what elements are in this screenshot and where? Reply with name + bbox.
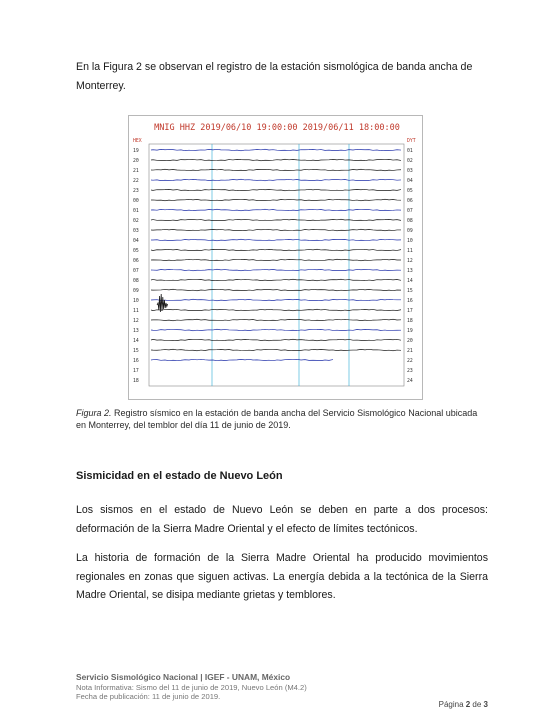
- left-unit-label: HEX: [133, 139, 142, 144]
- seismic-trace: [151, 339, 401, 340]
- seismic-trace: [151, 199, 401, 200]
- seismogram-header: MNIG HHZ 2019/06/10 19:00:00 2019/06/11 18:00:00: [154, 123, 400, 133]
- left-hour-label: 12: [133, 318, 139, 324]
- right-hour-label: 19: [407, 328, 413, 334]
- left-hour-label: 10: [133, 298, 139, 304]
- left-hour-label: 22: [133, 178, 139, 184]
- right-hour-label: 22: [407, 358, 413, 364]
- seismic-trace: [151, 359, 333, 360]
- seismic-trace: [151, 189, 401, 190]
- right-hour-label: 15: [407, 288, 413, 294]
- right-hour-label: 04: [407, 178, 413, 184]
- paragraph-history: La historia de formación de la Sierra Madre Oriental ha producido movimientos regionales en zonas que siguen activas. La energía debida a la tectónica de la Sierra Madre Oriental, se disipa mediante grietas y temblores.: [76, 552, 488, 601]
- seismic-trace: [151, 249, 401, 250]
- section-heading: Sismicidad en el estado de Nuevo León: [76, 470, 283, 482]
- footer-date: Fecha de publicación: 11 de junio de 2019.: [76, 692, 221, 701]
- left-hour-label: 07: [133, 268, 139, 274]
- seismic-trace: [151, 259, 401, 260]
- seismogram-figure: [128, 115, 423, 400]
- left-hour-label: 17: [133, 368, 139, 374]
- left-hour-label: 08: [133, 278, 139, 284]
- right-hour-label: 08: [407, 218, 413, 224]
- seismic-trace: [151, 179, 401, 180]
- seismic-trace: [151, 319, 401, 320]
- left-hour-label: 21: [133, 168, 139, 174]
- caption-label: Figura 2.: [76, 408, 112, 418]
- right-hour-label: 21: [407, 348, 413, 354]
- figure-caption: [76, 408, 488, 431]
- page-number-current: 2: [465, 700, 471, 709]
- seismic-trace: [151, 219, 401, 220]
- left-hour-label: 02: [133, 218, 139, 224]
- right-hour-label: 18: [407, 318, 413, 324]
- left-hour-label: 09: [133, 288, 139, 294]
- page-number-total: 3: [483, 700, 488, 709]
- seismic-trace: [151, 229, 401, 230]
- left-hour-label: 15: [133, 348, 139, 354]
- footer-title: Servicio Sismológico Nacional | IGEF - UNAM, México: [76, 672, 291, 682]
- right-hour-label: 03: [407, 168, 413, 174]
- right-hour-label: 07: [407, 208, 413, 214]
- seismic-trace: [151, 279, 401, 280]
- seismic-trace: [151, 159, 401, 160]
- left-hour-label: 00: [133, 198, 139, 204]
- left-hour-label: 14: [133, 338, 139, 344]
- seismic-trace: [151, 239, 401, 240]
- seismic-trace: [151, 269, 401, 270]
- left-hour-label: 03: [133, 228, 139, 234]
- page-number: [439, 700, 488, 709]
- right-hour-label: 02: [407, 158, 413, 164]
- footer-note: Nota Informativa: Sismo del 11 de junio de 2019, Nuevo León (M4.2): [76, 683, 307, 692]
- left-hour-label: 11: [133, 308, 139, 314]
- intro-paragraph: En la Figura 2 se observan el registro de la estación sismológica de banda ancha de Monterrey.: [76, 61, 473, 92]
- right-hour-label: 12: [407, 258, 413, 264]
- seismic-trace: [151, 149, 401, 150]
- seismic-trace: [151, 289, 401, 290]
- seismic-trace: [151, 299, 401, 300]
- right-hour-label: 13: [407, 268, 413, 274]
- left-hour-label: 20: [133, 158, 139, 164]
- right-hour-label: 14: [407, 278, 413, 284]
- right-hour-label: 23: [407, 368, 413, 374]
- seismic-trace: [151, 169, 401, 170]
- right-hour-label: 24: [407, 378, 413, 384]
- right-hour-label: 05: [407, 188, 413, 194]
- left-hour-label: 05: [133, 248, 139, 254]
- left-hour-label: 01: [133, 208, 139, 214]
- right-hour-label: 01: [407, 148, 413, 154]
- left-hour-label: 13: [133, 328, 139, 334]
- page-number-middle: de: [470, 700, 484, 709]
- left-hour-label: 19: [133, 148, 139, 154]
- right-hour-label: 09: [407, 228, 413, 234]
- seismic-trace: [151, 349, 401, 350]
- paragraph-tectonics: Los sismos en el estado de Nuevo León se deben en parte a dos procesos: deformación de la Sierra Madre Oriental y el efecto de límites tectónicos.: [76, 504, 488, 535]
- page-number-prefix: Página: [438, 700, 466, 709]
- left-hour-label: 04: [133, 238, 139, 244]
- left-hour-label: 06: [133, 258, 139, 264]
- right-hour-label: 10: [407, 238, 413, 244]
- right-hour-label: 20: [407, 338, 413, 344]
- right-hour-label: 16: [407, 298, 413, 304]
- seismic-trace: [151, 209, 401, 210]
- seismic-trace: [151, 329, 401, 330]
- right-hour-label: 11: [407, 248, 413, 254]
- right-hour-label: 06: [407, 198, 413, 204]
- left-hour-label: 23: [133, 188, 139, 194]
- caption-text: Registro sísmico en la estación de banda ancha del Servicio Sismológico Nacional ubicada en Monterrey, del temblor del día 11 de junio de 2019.: [76, 408, 478, 430]
- right-unit-label: DYT: [407, 139, 416, 144]
- left-hour-label: 16: [133, 358, 139, 364]
- seismogram-image: [129, 116, 424, 401]
- right-hour-label: 17: [407, 308, 413, 314]
- left-hour-label: 18: [133, 378, 139, 384]
- seismic-trace: [151, 309, 401, 310]
